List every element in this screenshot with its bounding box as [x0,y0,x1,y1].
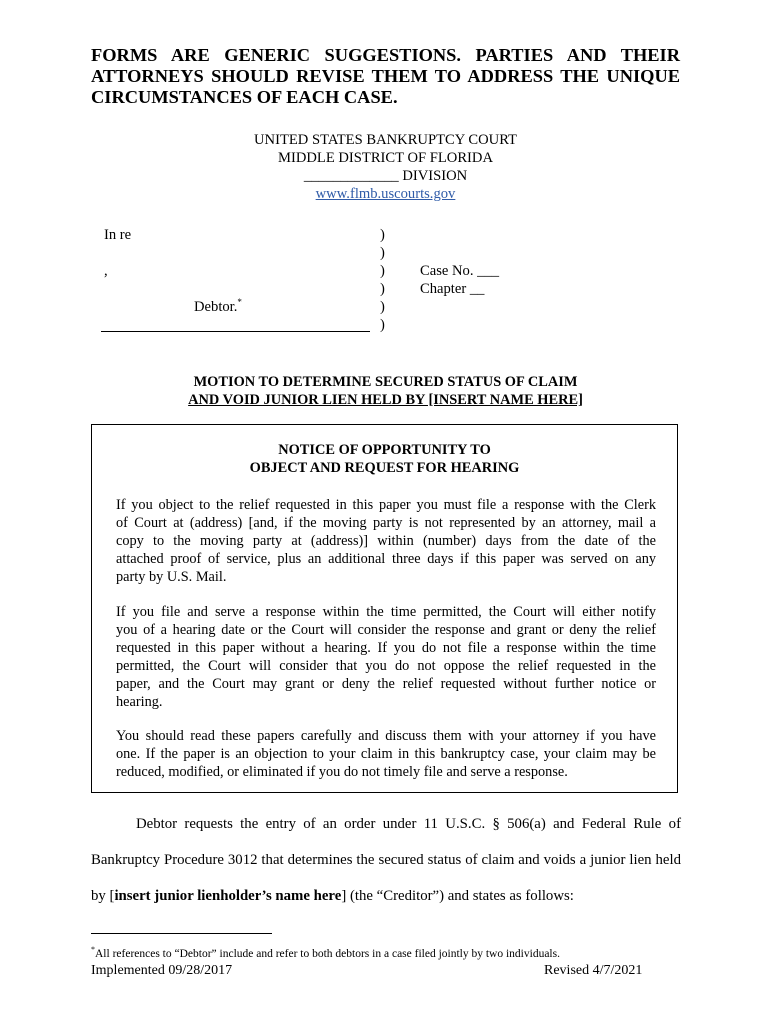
notice-title-line-2: OBJECT AND REQUEST FOR HEARING [249,460,520,476]
footnote-reference-mark: * [237,297,242,308]
footnote-separator [91,933,272,934]
notice-paragraph-3 [116,727,656,781]
implemented-date: Implemented 09/28/2017 [91,963,233,978]
disclaimer-line-1: FORMS ARE GENERIC SUGGESTIONS. PARTIES AND THEIR [91,45,680,65]
disclaimer-banner [91,45,680,108]
notice-line: party by U.S. Mail. [116,569,227,585]
notice-box [91,424,678,793]
notice-line: hearing. [116,694,163,710]
body-line-2: Bankruptcy Procedure 3012 that determines the secured status of claim and voids a junior lien held [91,852,681,868]
lienholder-placeholder: insert junior lienholder’s name here [114,888,342,904]
court-name: UNITED STATES BANKRUPTCY COURT [254,132,517,148]
revised-date: Revised 4/7/2021 [544,963,643,978]
court-website-link[interactable]: www.flmb.uscourts.gov [315,186,456,202]
court-district: MIDDLE DISTRICT OF FLORIDA [278,150,493,166]
body-line-1: Debtor requests the entry of an order under 11 U.S.C. § 506(a) and Federal Rule of [136,816,681,832]
notice-line: paper, and the Court may grant or deny the relief requested without further notice or [116,676,656,692]
notice-line: permitted, the Court will consider that you do not oppose the relief requested in the [116,658,656,674]
motion-title-line-2: AND VOID JUNIOR LIEN HELD BY [INSERT NAME HERE] [188,392,583,408]
paren: ) [380,299,385,315]
motion-title [91,373,680,409]
motion-title-line-1: MOTION TO DETERMINE SECURED STATUS OF CLAIM [193,374,578,390]
paren: ) [380,281,385,297]
disclaimer-line-2: ATTORNEYS SHOULD REVISE THEM TO ADDRESS THE UNIQUE [91,66,680,86]
notice-line: If you file and serve a response within the time permitted, the Court will either notify [116,604,656,620]
notice-line: you of a hearing date or the Court will consider the response and grant or deny the relief [116,622,656,638]
caption-parentheses [380,226,385,334]
notice-line: If you object to the relief requested in this paper you must file a response with the Clerk [116,497,656,513]
caption-in-re: In re [104,227,132,243]
notice-paragraph-1 [116,496,656,586]
notice-line: attached proof of service, plus an additional three days if this paper was served on any [116,551,656,567]
notice-title [92,441,677,477]
footnote-text: All references to “Debtor” include and refer to both debtors in a case filed jointly by two individuals. [95,947,560,960]
notice-title-line-1: NOTICE OF OPPORTUNITY TO [278,442,491,458]
paren: ) [380,227,385,243]
paren: ) [380,245,385,261]
disclaimer-line-3: CIRCUMSTANCES OF EACH CASE. [91,87,398,107]
paren: ) [380,263,385,279]
debtor-signature-line [101,331,370,332]
footnote-mark: * [91,945,95,954]
chapter-number: Chapter __ [420,281,485,297]
notice-line: requested in this paper without a hearing. If you do not file a response within the time [116,640,656,656]
notice-line: copy to the moving party at (address)] within (number) days from the date of the [116,533,656,549]
notice-line: of Court at (address) [and, if the moving party is not represented by an attorney, mail a [116,515,656,531]
body-line-3: by [insert junior lienholder’s name here] (the “Creditor”) and states as follows: [91,888,574,904]
notice-line: one. If the paper is an objection to your claim in this bankruptcy case, your claim may be [116,746,656,762]
notice-line: You should read these papers carefully and discuss them with your attorney if you have [116,728,656,744]
case-info [420,262,499,298]
court-division: _____________ DIVISION [303,168,468,184]
court-header [91,131,680,203]
paren: ) [380,317,385,333]
case-number: Case No. ___ [420,263,500,279]
notice-paragraph-2 [116,603,656,711]
notice-line: reduced, modified, or eliminated if you do not timely file and serve a response. [116,764,568,780]
caption-comma: , [104,263,108,279]
caption-debtor-label: Debtor.* [194,297,242,315]
footnote [91,943,560,961]
